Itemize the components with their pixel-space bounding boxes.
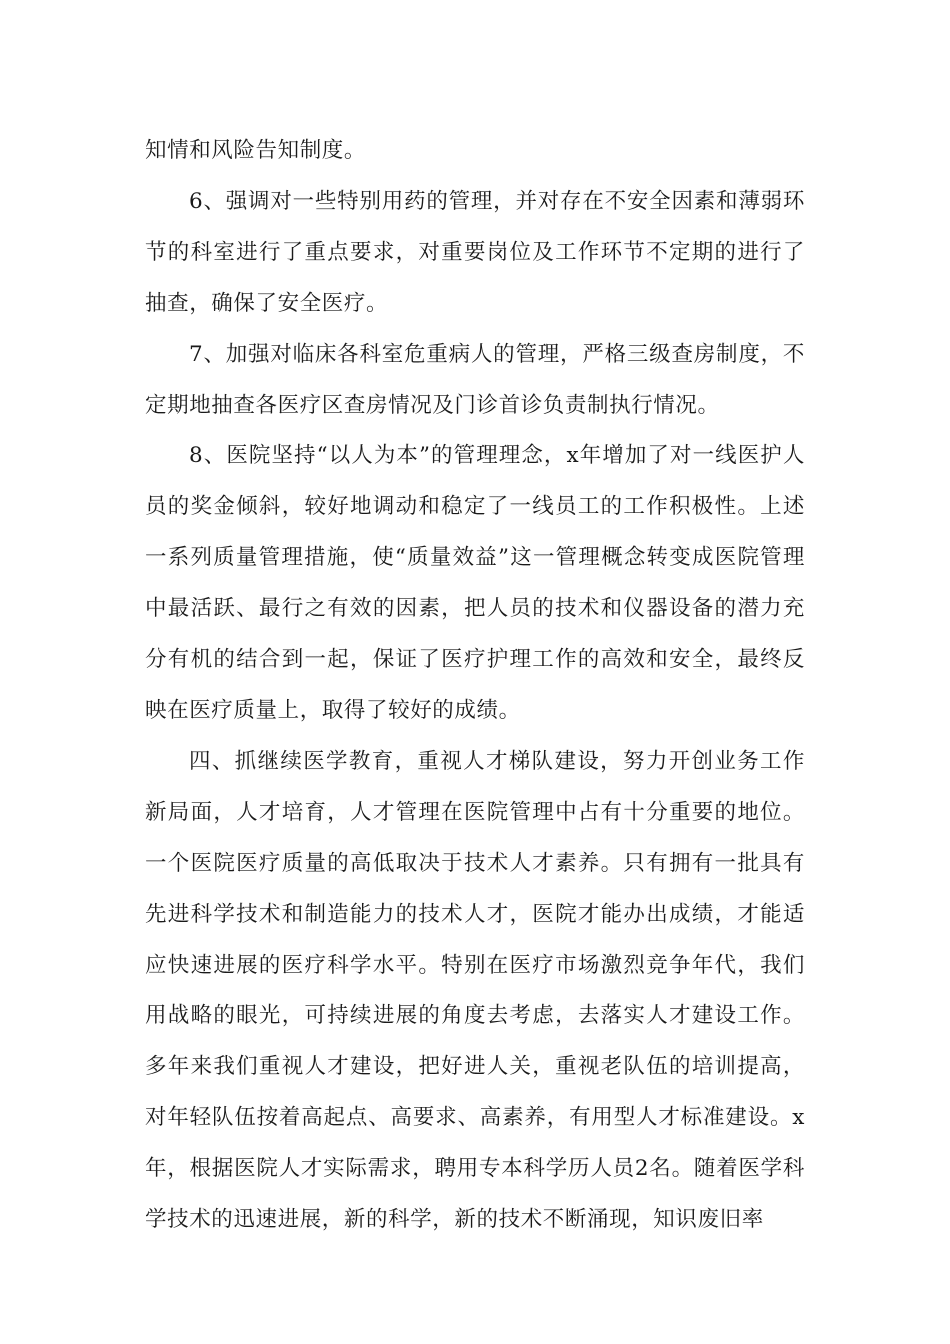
text-body (145, 126, 805, 1246)
paragraph-continuation: 知情和风险告知制度。 (145, 138, 367, 163)
paragraph-item-7: 7、加强对临床各科室危重病人的管理，严格三级查房制度，不定期地抽查各医疗区查房情况及门诊首诊负责制执行情况。 (145, 341, 805, 418)
paragraph-item-8: 8、医院坚持“以人为本”的管理理念，x年增加了对一线医护人员的奖金倾斜，较好地调动和稳定了一线员工的工作积极性。上述一系列质量管理措施，使“质量效益”这一管理概念转变成医院管理中最活跃、最行之有效的因素，把人员的技术和仪器设备的潜力充分有机的结合到一起，保证了医疗护理工作的高效和安全，最终反映在医疗质量上，取得了较好的成绩。 (145, 443, 805, 723)
paragraph-section-4: 四、抓继续医学教育，重视人才梯队建设，努力开创业务工作新局面，人才培育，人才管理在医院管理中占有十分重要的地位。一个医院医疗质量的高低取决于技术人才素养。只有拥有一批具有先进科学技术和制造能力的技术人才，医院才能办出成绩，才能适应快速进展的医疗科学水平。特别在医疗市场激烈竞争年代，我们用战略的眼光，可持续进展的角度去考虑，去落实人才建设工作。多年来我们重视人才建设，把好进人关，重视老队伍的培训提高，对年轻队伍按着高起点、高要求、高素养，有用型人才标准建设。x年，根据医院人才实际需求，聘用专本科学历人员2名。随着医学科学技术的迅速进展，新的科学，新的技术不断涌现，知识废旧率 (145, 748, 805, 1233)
paragraph-item-6: 6、强调对一些特别用药的管理，并对存在不安全因素和薄弱环节的科室进行了重点要求，对重要岗位及工作环节不定期的进行了抽查，确保了安全医疗。 (145, 188, 805, 316)
